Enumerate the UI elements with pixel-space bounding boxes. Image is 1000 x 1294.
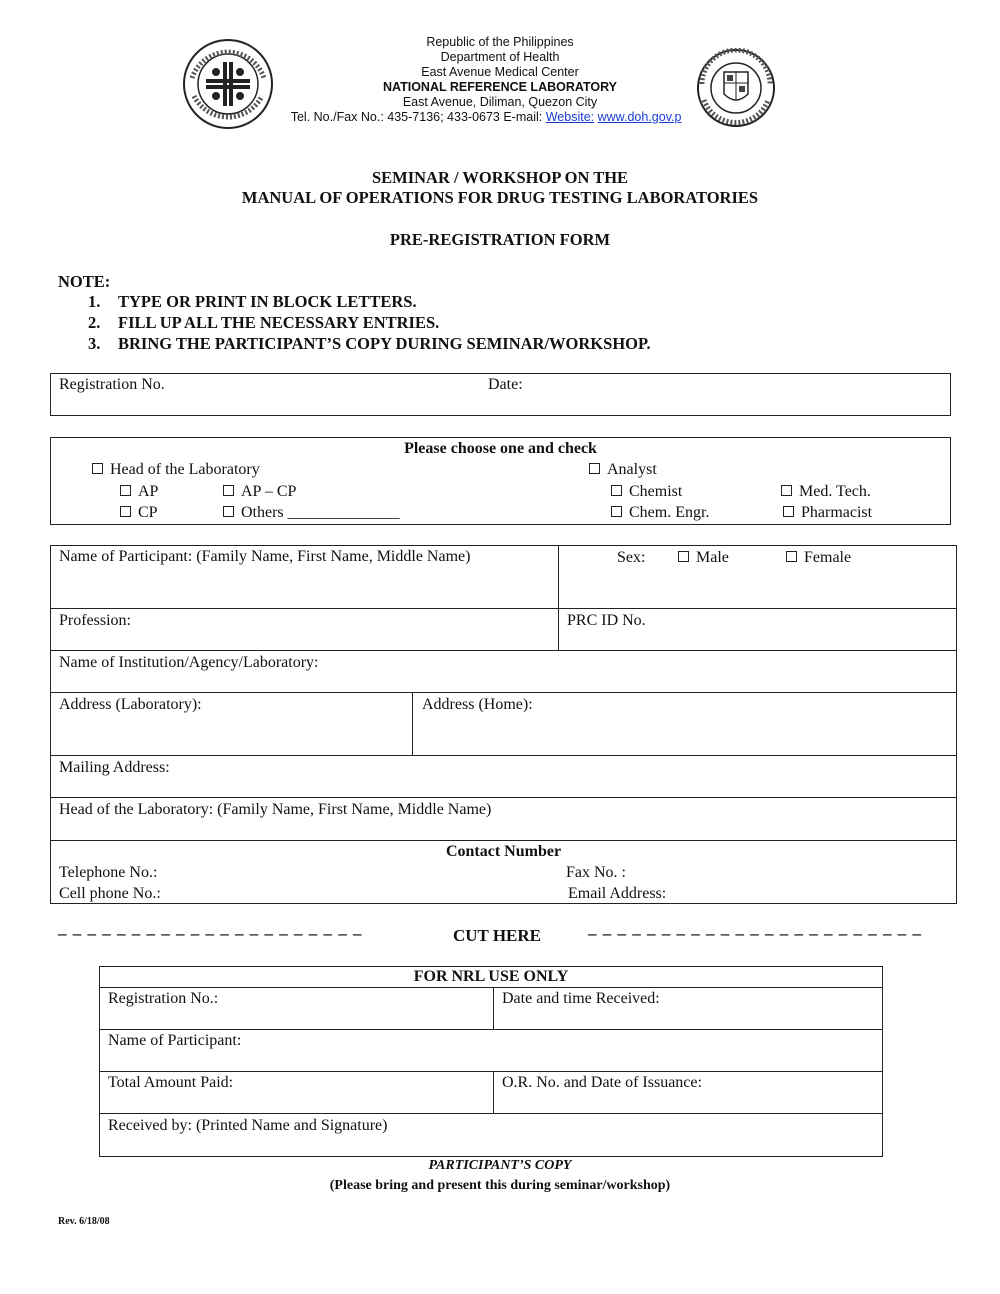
registration-no-label: Registration No.: [59, 376, 165, 393]
choice-heading: Please choose one and check: [404, 440, 597, 457]
participant-copy-instruction: (Please bring and present this during seminar/workshop): [329, 1178, 671, 1193]
row-divider: [50, 797, 957, 798]
option-label: Med. Tech.: [799, 483, 871, 500]
mailing-address-field[interactable]: Mailing Address:: [59, 759, 170, 776]
institution-field[interactable]: Name of Institution/Agency/Laboratory:: [59, 654, 319, 671]
head-of-laboratory-field[interactable]: Head of the Laboratory: (Family Name, First Name, Middle Name): [59, 801, 492, 818]
cut-line-right: – – – – – – – – – – – – – – – – – – – – – – –: [588, 924, 922, 943]
telephone-field[interactable]: Telephone No.:: [59, 864, 158, 881]
cellphone-field[interactable]: Cell phone No.:: [59, 885, 161, 902]
letterhead-republic: Republic of the Philippines: [426, 35, 574, 49]
checkbox-icon[interactable]: [611, 485, 622, 496]
option-others[interactable]: [223, 504, 400, 522]
option-label: Female: [804, 549, 852, 566]
note-item-3-num: 3.: [88, 334, 101, 353]
column-divider: [493, 987, 494, 1029]
option-label: CP: [138, 504, 158, 521]
nrl-participant-name-field[interactable]: Name of Participant:: [108, 1032, 242, 1049]
letterhead-contact: [0, 110, 1000, 125]
row-divider: [99, 987, 883, 988]
nrl-registration-no-field[interactable]: Registration No.:: [108, 990, 219, 1007]
row-divider: [99, 1071, 883, 1072]
fax-field[interactable]: Fax No. :: [566, 864, 626, 881]
checkbox-icon[interactable]: [678, 551, 689, 562]
letterhead-department: Department of Health: [440, 50, 560, 64]
revision-date: Rev. 6/18/08: [58, 1216, 110, 1227]
nrl-or-number-field[interactable]: O.R. No. and Date of Issuance:: [502, 1074, 702, 1091]
option-med-tech[interactable]: [781, 483, 871, 501]
letterhead-laboratory: NATIONAL REFERENCE LABORATORY: [382, 80, 618, 94]
note-item-2: FILL UP ALL THE NECESSARY ENTRIES.: [118, 313, 440, 332]
note-item-1-num: 1.: [88, 292, 101, 311]
checkbox-icon[interactable]: [223, 485, 234, 496]
checkbox-icon[interactable]: [589, 463, 600, 474]
column-divider: [558, 545, 559, 650]
participant-name-field[interactable]: Name of Participant: (Family Name, First Name, Middle Name): [59, 548, 471, 565]
option-male[interactable]: [678, 549, 729, 567]
profession-field[interactable]: Profession:: [59, 612, 131, 629]
row-divider: [50, 650, 957, 651]
website-link[interactable]: www.doh.gov.p: [597, 110, 682, 124]
option-cp[interactable]: [120, 504, 158, 522]
option-chemist[interactable]: [611, 483, 682, 501]
contact-text: Tel. No./Fax No.: 435-7136; 433-0673 E-mail:: [290, 110, 546, 124]
letterhead-medical-center: East Avenue Medical Center: [421, 65, 579, 79]
contact-number-heading: Contact Number: [445, 843, 562, 860]
row-divider: [50, 692, 957, 693]
row-divider: [99, 1113, 883, 1114]
option-label: AP – CP: [241, 483, 297, 500]
form-title: PRE-REGISTRATION FORM: [389, 230, 611, 249]
row-divider: [50, 608, 957, 609]
option-analyst[interactable]: [589, 461, 657, 479]
checkbox-icon[interactable]: [120, 485, 131, 496]
nrl-heading: FOR NRL USE ONLY: [413, 968, 569, 985]
checkbox-icon[interactable]: [611, 506, 622, 517]
option-label: Others ______________: [241, 504, 400, 521]
option-head-of-laboratory[interactable]: [92, 461, 260, 479]
address-home-field[interactable]: Address (Home):: [422, 696, 533, 713]
cut-here-label: CUT HERE: [453, 926, 542, 945]
sex-label: Sex:: [617, 549, 646, 566]
checkbox-icon[interactable]: [120, 506, 131, 517]
seminar-title-line1: SEMINAR / WORKSHOP ON THE: [371, 168, 629, 187]
row-divider: [50, 755, 957, 756]
letterhead-address: East Avenue, Diliman, Quezon City: [402, 95, 598, 109]
checkbox-icon[interactable]: [786, 551, 797, 562]
participant-copy-label: PARTICIPANT’S COPY: [428, 1158, 572, 1173]
note-item-3: BRING THE PARTICIPANT’S COPY DURING SEMINAR/WORKSHOP.: [118, 334, 651, 353]
note-item-2-num: 2.: [88, 313, 101, 332]
column-divider: [493, 1071, 494, 1113]
option-label: Chem. Engr.: [629, 504, 710, 521]
option-female[interactable]: [786, 549, 851, 567]
column-divider: [412, 692, 413, 755]
row-divider: [50, 840, 957, 841]
checkbox-icon[interactable]: [783, 506, 794, 517]
option-pharmacist[interactable]: [783, 504, 872, 522]
note-heading: NOTE:: [58, 272, 111, 291]
nrl-received-by-field[interactable]: Received by: (Printed Name and Signature): [108, 1117, 388, 1134]
option-label: Pharmacist: [801, 504, 873, 521]
note-item-1: TYPE OR PRINT IN BLOCK LETTERS.: [118, 292, 417, 311]
row-divider: [99, 1029, 883, 1030]
option-ap-cp[interactable]: [223, 483, 296, 501]
seminar-title-line2: MANUAL OF OPERATIONS FOR DRUG TESTING LABORATORIES: [241, 188, 759, 207]
checkbox-icon[interactable]: [92, 463, 103, 474]
option-label: Male: [696, 549, 729, 566]
option-label: Chemist: [629, 483, 683, 500]
prc-id-field[interactable]: PRC ID No.: [567, 612, 646, 629]
cut-line-left: – – – – – – – – – – – – – – – – – – – – –: [58, 924, 363, 943]
letterhead: [0, 35, 1000, 125]
nrl-amount-paid-field[interactable]: Total Amount Paid:: [108, 1074, 234, 1091]
option-chem-engr[interactable]: [611, 504, 709, 522]
option-label: Head of the Laboratory: [110, 461, 260, 478]
website-label-link[interactable]: Website:: [545, 110, 595, 124]
option-ap[interactable]: [120, 483, 158, 501]
nrl-date-received-field[interactable]: Date and time Received:: [502, 990, 660, 1007]
email-field[interactable]: Email Address:: [568, 885, 667, 902]
option-label: AP: [138, 483, 159, 500]
address-laboratory-field[interactable]: Address (Laboratory):: [59, 696, 202, 713]
option-label: Analyst: [607, 461, 657, 478]
checkbox-icon[interactable]: [781, 485, 792, 496]
checkbox-icon[interactable]: [223, 506, 234, 517]
registration-date-label: Date:: [488, 376, 523, 393]
